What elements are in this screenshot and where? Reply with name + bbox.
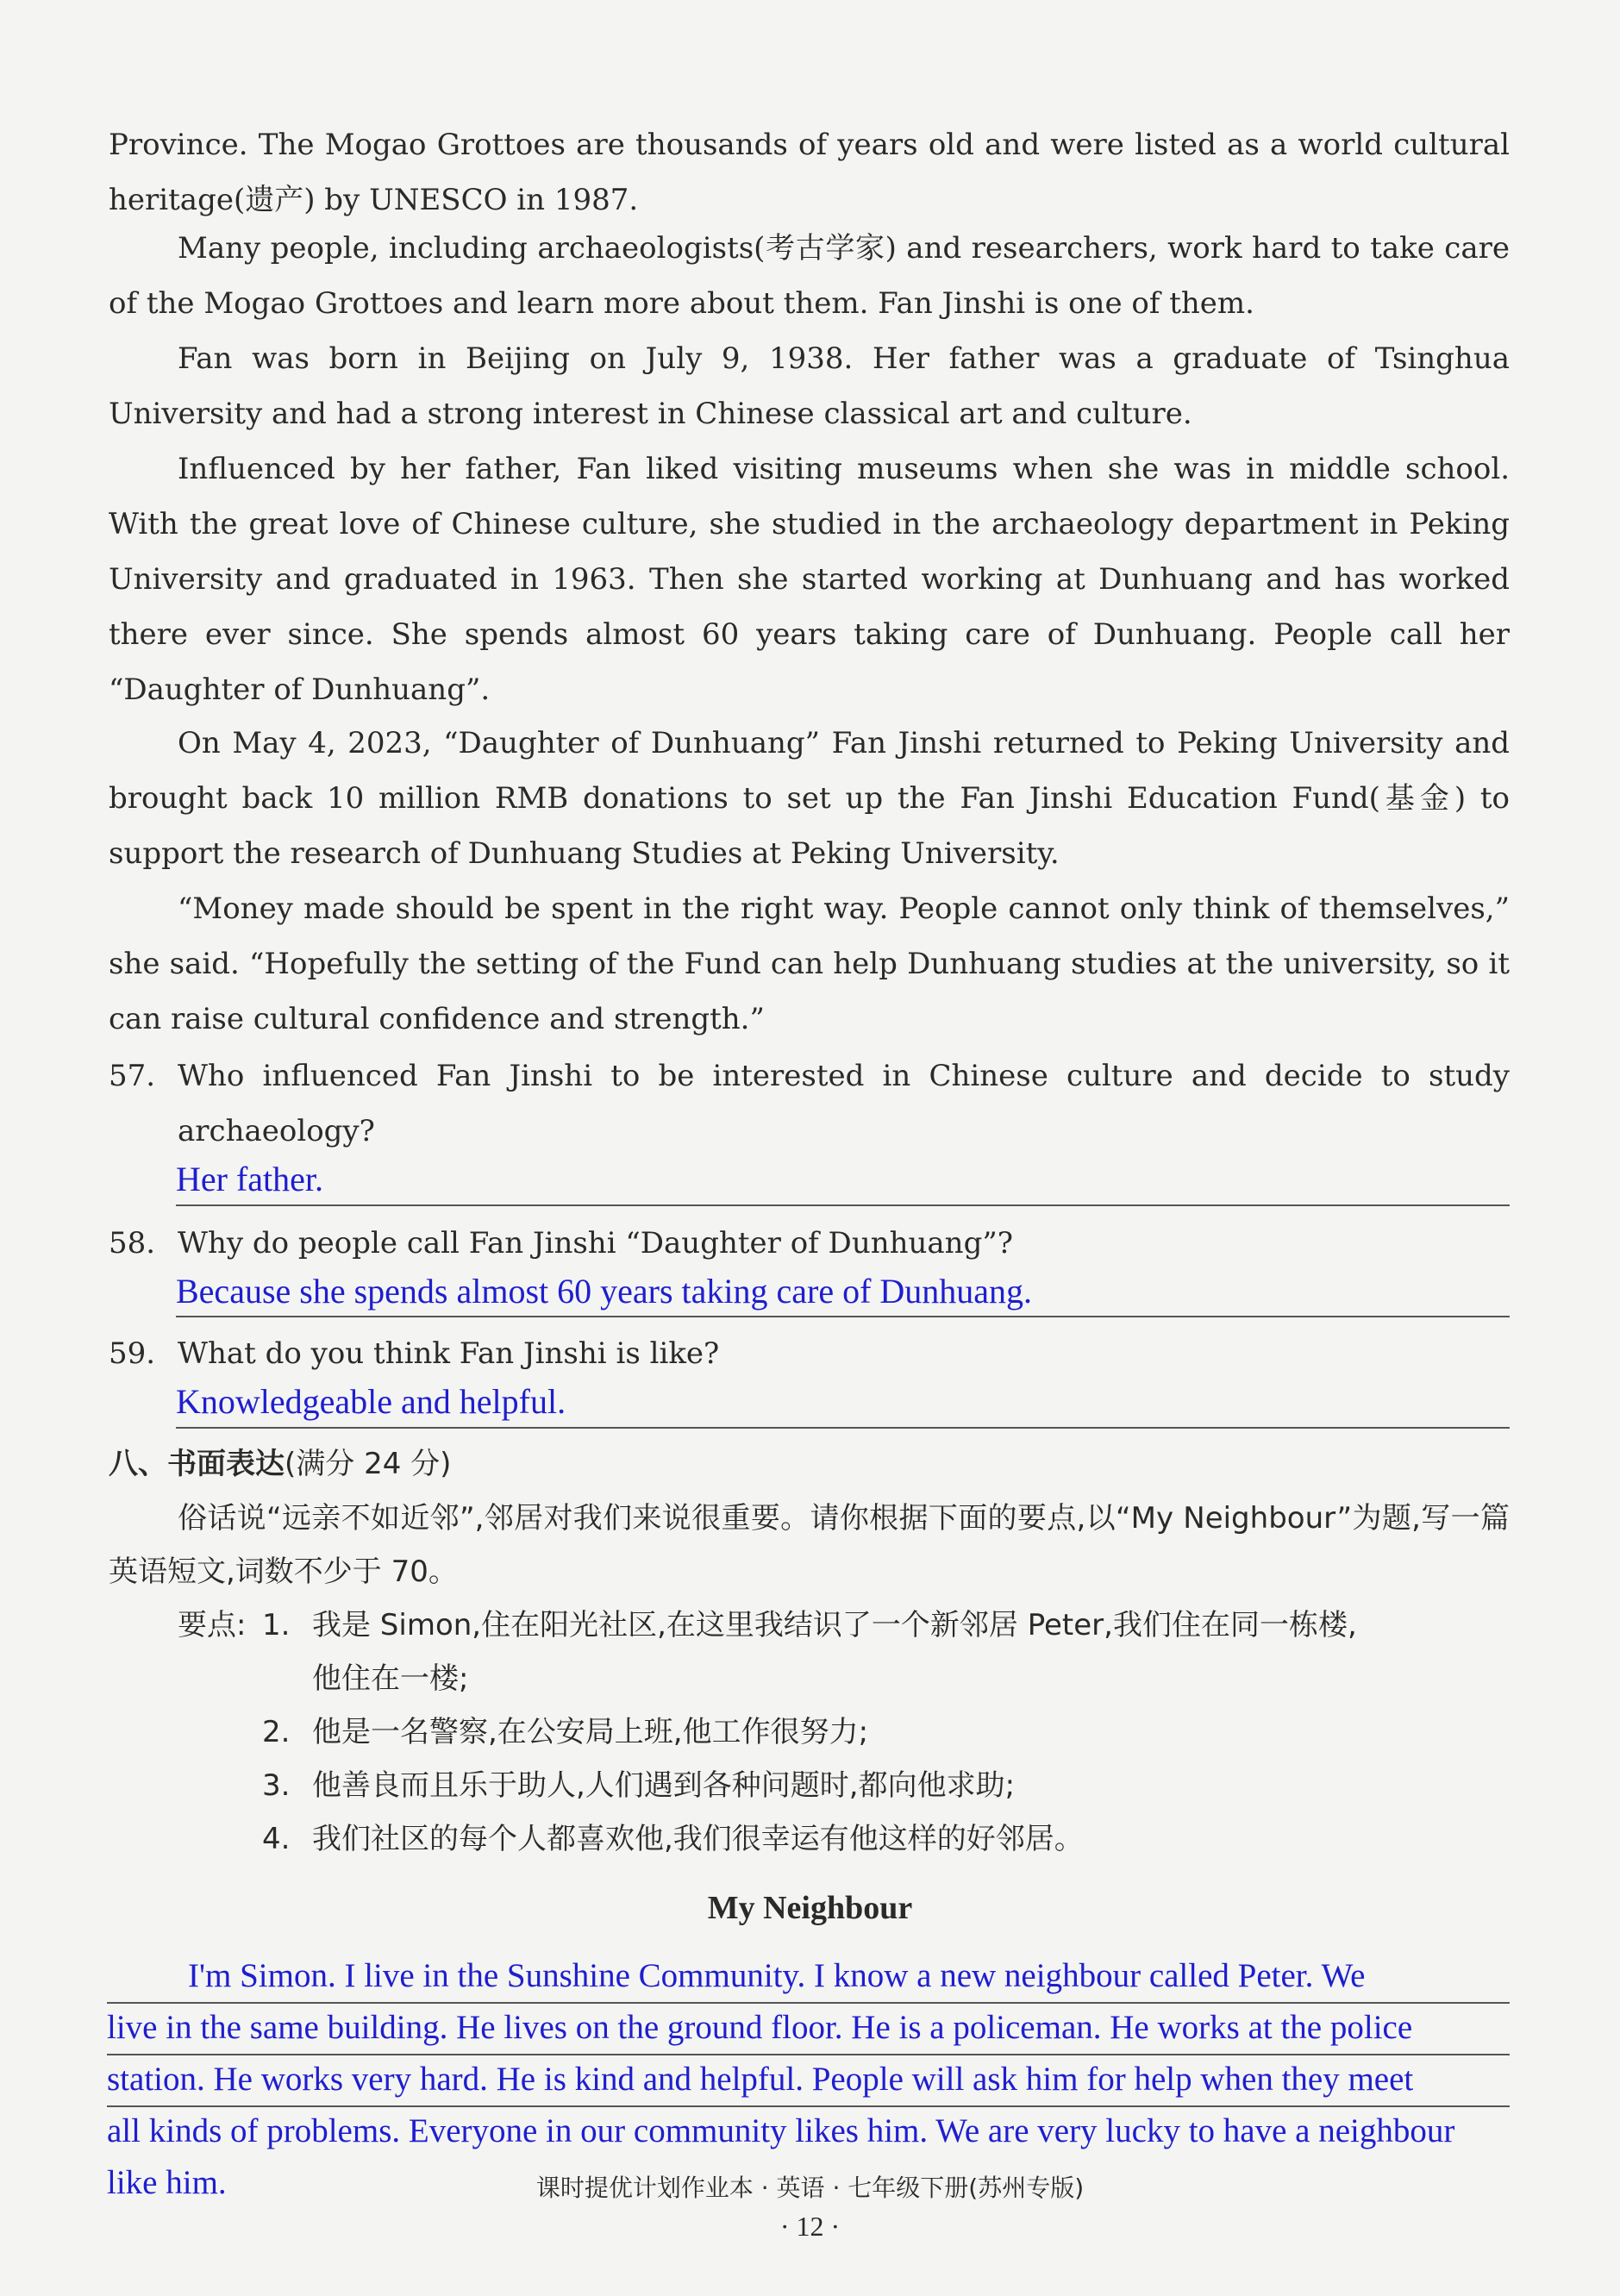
writing-line — [107, 2054, 1510, 2055]
essay-line: all kinds of problems. Everyone in our community likes him. We are very lucky to have a neighbour — [107, 2112, 1455, 2149]
section-title — [109, 1438, 451, 1490]
points-label: 要点: — [178, 1608, 247, 1642]
point-text: 我们社区的每个人都喜欢他,我们很幸运有他这样的好邻居。 — [312, 1822, 1084, 1856]
section-heading: 八、书面表达 — [109, 1447, 285, 1481]
point-text: 我是 Simon,住在阳光社区,在这里我结识了一个新邻居 Peter,我们住在同一栋楼, — [312, 1608, 1357, 1642]
passage-paragraph: “Money made should be spent in the right way. People cannot only think of themselves,” she said. “Hopefully the setting of the Fund can help Dunhuang studies at the university, so it can raise cultural confidence and strength.” — [109, 891, 1510, 1036]
section-score: (满分 24 分) — [285, 1447, 452, 1481]
passage-paragraph: Influenced by her father, Fan liked visiting museums when she was in middle school. With the great love of Chinese culture, she studied in the archaeology department in Peking University and graduated in 1963. Then she started working at Dunhuang and has worked there ever since. She spends almost 60 years taking care of Dunhuang. People call her “Daughter of Dunhuang”. — [109, 452, 1510, 707]
question-text: Who influenced Fan Jinshi to be interested in Chinese culture and decide to study archaeology? — [178, 1059, 1510, 1148]
point-text: 他住在一楼; — [312, 1661, 469, 1696]
page-number: · 12 · — [779, 2211, 841, 2242]
point-number: 2. — [262, 1715, 291, 1749]
essay-line: station. He works very hard. He is kind and helpful. People will ask him for help when they meet — [107, 2061, 1414, 2098]
writing-instruction: 俗话说“远亲不如近邻”,邻居对我们来说很重要。请你根据下面的要点,以“My Neighbour”为题,写一篇英语短文,词数不少于 70。 — [109, 1501, 1510, 1589]
answer-59: Knowledgeable and helpful. — [176, 1382, 566, 1421]
passage-paragraph: Many people, including archaeologists(考古学家) and researchers, work hard to take care of the Mogao Grottoes and learn more about them. Fan Jinshi is one of them. — [109, 231, 1510, 321]
passage-paragraph: On May 4, 2023, “Daughter of Dunhuang” Fan Jinshi returned to Peking University and brought back 10 million RMB donations to set up the Fan Jinshi Education Fund(基金) to support the research of Dunhuang Studies at Peking University. — [109, 726, 1510, 871]
answer-57: Her father. — [176, 1160, 324, 1198]
essay-line: I'm Simon. I live in the Sunshine Community. I know a new neighbour called Peter. We — [188, 1957, 1366, 1994]
point-number: 3. — [262, 1768, 291, 1803]
point-number: 4. — [262, 1822, 291, 1856]
essay-title: My Neighbour — [707, 1890, 913, 1926]
essay-line: like him. — [107, 2164, 227, 2201]
question-text: Why do people call Fan Jinshi “Daughter of Dunhuang”? — [178, 1226, 1013, 1261]
answer-line — [176, 1427, 1510, 1429]
writing-line — [107, 2105, 1510, 2107]
question-text: What do you think Fan Jinshi is like? — [178, 1336, 720, 1371]
question-57 — [109, 1048, 1510, 1159]
passage-paragraph: Province. The Mogao Grottoes are thousands of years old and were listed as a world cultural heritage(遗产) by UNESCO in 1987. — [109, 128, 1510, 217]
essay-line: live in the same building. He lives on the ground floor. He is a policeman. He works at the police — [107, 2009, 1413, 2046]
point-text: 他是一名警察,在公安局上班,他工作很努力; — [312, 1715, 869, 1749]
passage-paragraph: Fan was born in Beijing on July 9, 1938. Her father was a graduate of Tsinghua University and had a strong interest in Chinese classical art and culture. — [109, 341, 1510, 431]
answer-line — [176, 1316, 1510, 1317]
question-number: 58. — [109, 1226, 156, 1261]
question-58 — [109, 1216, 1510, 1271]
question-number: 57. — [109, 1059, 156, 1093]
question-number: 59. — [109, 1336, 156, 1371]
point-number: 1. — [262, 1608, 291, 1642]
writing-line — [107, 2002, 1510, 2004]
answer-line — [176, 1204, 1510, 1206]
question-59 — [109, 1326, 1510, 1381]
book-footer: 课时提优计划作业本 · 英语 · 七年级下册(苏州专版) — [535, 2174, 1085, 2202]
answer-58: Because she spends almost 60 years taking care of Dunhuang. — [176, 1272, 1033, 1311]
point-text: 他善良而且乐于助人,人们遇到各种问题时,都向他求助; — [312, 1768, 1016, 1803]
